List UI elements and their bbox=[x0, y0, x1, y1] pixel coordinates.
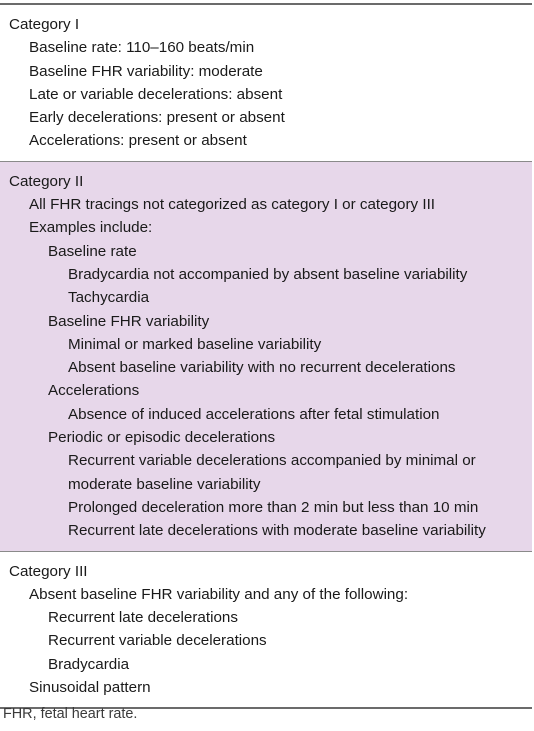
criteria-line-continued: moderate baseline variability bbox=[68, 475, 261, 493]
subheading-line: Baseline FHR variability bbox=[48, 312, 210, 330]
category-1-section bbox=[0, 5, 532, 161]
criteria-line: Baseline FHR variability: moderate bbox=[29, 62, 263, 80]
criteria-line: Recurrent late decelerations with moderate baseline variability bbox=[68, 522, 486, 540]
criteria-line: Recurrent late decelerations bbox=[48, 609, 238, 627]
criteria-line: Bradycardia bbox=[48, 655, 130, 673]
criteria-line: Absent baseline FHR variability and any of the following: bbox=[29, 585, 409, 603]
criteria-line: Prolonged deceleration more than 2 min but less than 10 min bbox=[68, 498, 479, 516]
criteria-line: Bradycardia not accompanied by absent baseline variability bbox=[68, 265, 468, 283]
criteria-line: Minimal or marked baseline variability bbox=[68, 335, 322, 353]
category-2-section bbox=[0, 161, 532, 551]
subheading-line: Baseline rate bbox=[48, 242, 137, 260]
category-title: Category III bbox=[9, 562, 88, 580]
criteria-line: Absent baseline variability with no recurrent decelerations bbox=[68, 359, 456, 377]
criteria-line: Sinusoidal pattern bbox=[29, 679, 151, 697]
table-footnote: FHR, fetal heart rate. bbox=[3, 706, 138, 722]
criteria-line: Late or variable decelerations: absent bbox=[29, 85, 283, 103]
criteria-line: Early decelerations: present or absent bbox=[29, 109, 285, 127]
category-3-section bbox=[0, 551, 532, 708]
criteria-line: Absence of induced accelerations after fetal stimulation bbox=[68, 405, 440, 423]
criteria-line: Tachycardia bbox=[68, 289, 150, 307]
criteria-line: Examples include: bbox=[29, 219, 153, 237]
criteria-line: Recurrent variable decelerations bbox=[48, 632, 267, 650]
category-title: Category II bbox=[9, 172, 84, 190]
subheading-line: Accelerations bbox=[48, 382, 140, 400]
fhr-category-table bbox=[0, 3, 532, 709]
category-title: Category I bbox=[9, 16, 80, 33]
criteria-line: All FHR tracings not categorized as category I or category III bbox=[29, 196, 436, 214]
criteria-line: Recurrent variable decelerations accompanied by minimal or bbox=[68, 452, 476, 470]
subheading-line: Periodic or episodic decelerations bbox=[48, 429, 276, 447]
criteria-line: Accelerations: present or absent bbox=[29, 132, 247, 150]
criteria-line: Baseline rate: 110–160 beats/min bbox=[29, 39, 255, 57]
